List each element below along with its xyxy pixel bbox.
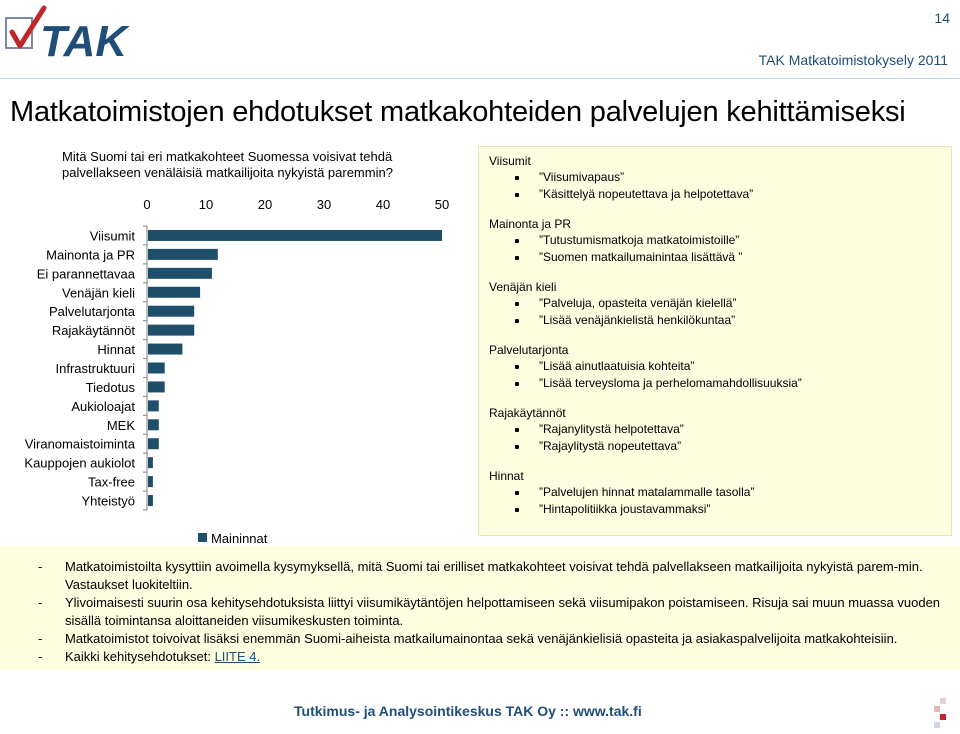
x-tick-label: 40	[375, 197, 391, 212]
category-label: Tax-free	[88, 474, 135, 490]
suggestion-item: ”Käsittelyä nopeutettava ja helpotettava”	[489, 186, 945, 203]
suggestion-category: Rajakäytännöt	[489, 406, 566, 420]
bar	[148, 476, 153, 487]
category-label: Hinnat	[97, 342, 135, 358]
suggestion-group	[489, 468, 945, 518]
bar	[148, 381, 165, 392]
notes-panel	[0, 546, 960, 670]
x-tick-label: 10	[198, 197, 214, 212]
suggestion-category: Mainonta ja PR	[489, 217, 572, 231]
suggestion-item: ”Rajaylitystä nopeutettava”	[489, 438, 945, 455]
x-tick-label: 50	[434, 197, 450, 212]
legend-label: Maininnat	[211, 531, 268, 546]
category-label: Mainonta ja PR	[46, 247, 135, 263]
logo-text: TAK	[40, 17, 128, 62]
suggestion-category: Venäjän kieli	[489, 280, 557, 294]
category-label: MEK	[106, 417, 135, 433]
bar	[148, 344, 182, 355]
category-label: Viisumit	[89, 228, 135, 244]
appendix-link[interactable]: LIITE 4.	[214, 649, 261, 664]
category-label: Yhteistyö	[81, 493, 135, 509]
page-number: 14	[934, 10, 950, 26]
x-tick-label: 30	[316, 197, 332, 212]
category-label: Aukioloajat	[71, 398, 135, 414]
category-label: Rajakäytännöt	[51, 323, 135, 339]
bar	[148, 249, 218, 260]
bar	[148, 268, 212, 279]
suggestion-item: ”Palveluja, opasteita venäjän kielellä”	[489, 295, 945, 312]
bar	[148, 230, 442, 241]
suggestion-item: ”Rajanylitystä helpotettava”	[489, 421, 945, 438]
bar	[148, 306, 194, 317]
category-label: Viranomaistoiminta	[24, 436, 135, 452]
footer-text: Tutkimus- ja Analysointikeskus TAK Oy :: www.tak.fi	[294, 703, 642, 719]
bar	[148, 438, 159, 449]
category-label: Palvelutarjonta	[49, 304, 135, 320]
decorative-squares	[934, 696, 946, 732]
suggestion-item: ”Tutustumismatkoja matkatoimistoille”	[489, 232, 945, 249]
bar	[148, 457, 153, 468]
suggestion-item: ”Lisää ainutlaatuisia kohteita”	[489, 358, 945, 375]
note-item	[38, 648, 948, 666]
suggestion-group	[489, 279, 945, 329]
suggestion-category: Viisumit	[489, 154, 531, 168]
suggestion-item: ”Lisää venäjänkielistä henkilökuntaa”	[489, 312, 945, 329]
bar	[148, 419, 159, 430]
suggestion-group	[489, 342, 945, 392]
suggestion-item: ”Viisumivapaus”	[489, 169, 945, 186]
suggestion-category: Palvelutarjonta	[489, 343, 569, 357]
survey-title: TAK Matkatoimistokysely 2011	[758, 52, 948, 68]
suggestion-item: ”Hintapolitiikka joustavammaksi”	[489, 501, 945, 518]
suggestion-category: Hinnat	[489, 469, 524, 483]
suggestion-item: ”Lisää terveysloma ja perhelomamahdollisuuksia”	[489, 375, 945, 392]
category-label: Venäjän kieli	[62, 285, 135, 301]
category-label: Infrastruktuuri	[55, 361, 135, 376]
category-label: Tiedotus	[85, 379, 135, 395]
bar	[148, 325, 194, 336]
note-item: - Matkatoimistot toivoivat lisäksi enemmän Suomi-aiheista matkailumainontaa sekä venäjänkielisiä opasteita ja asiakaspalvelijoita matkakohteisiin.	[38, 630, 948, 648]
suggestions-list	[489, 153, 945, 531]
category-label: Kauppojen aukiolot	[24, 455, 135, 471]
legend-swatch	[198, 533, 207, 542]
note-item: - Matkatoimistoilta kysyttiin avoimella kysymyksellä, mitä Suomi tai erilliset matkakohteet voisivat tehdä palvellakseen matkailijoita nykyistä parem-min. Vastaukset luokiteltiin.	[38, 558, 948, 594]
note-text: Kaikki kehitysehdotukset:	[65, 649, 215, 664]
bar	[148, 495, 153, 506]
category-label: Ei parannettavaa	[36, 266, 135, 282]
bar	[148, 363, 165, 374]
bar	[148, 400, 159, 411]
x-tick-label: 0	[143, 197, 151, 212]
suggestion-group	[489, 216, 945, 266]
note-item: - Ylivoimaisesti suurin osa kehitysehdotuksista liittyi viisumikäytäntöjen helpottamiseen sekä viisumipakon poistamiseen. Risuja sai muun muassa vuoden sisällä toimintansa aloittaneiden viisumikeskusten toiminta.	[38, 594, 948, 630]
suggestion-item: ”Palvelujen hinnat matalammalle tasolla”	[489, 484, 945, 501]
suggestion-item: ”Suomen matkailumainintaa lisättävä ”	[489, 249, 945, 266]
x-tick-label: 20	[257, 197, 273, 212]
suggestions-panel	[478, 146, 952, 536]
chart-question: Mitä Suomi tai eri matkakohteet Suomessa voisivat tehdä palvellakseen venäläisiä matkailijoita nykyistä paremmin?	[62, 149, 393, 180]
bar	[148, 287, 200, 298]
suggestion-group	[489, 405, 945, 455]
page-title: Matkatoimistojen ehdotukset matkakohteiden palvelujen kehittämiseksi	[10, 96, 906, 128]
suggestion-group	[489, 153, 945, 203]
